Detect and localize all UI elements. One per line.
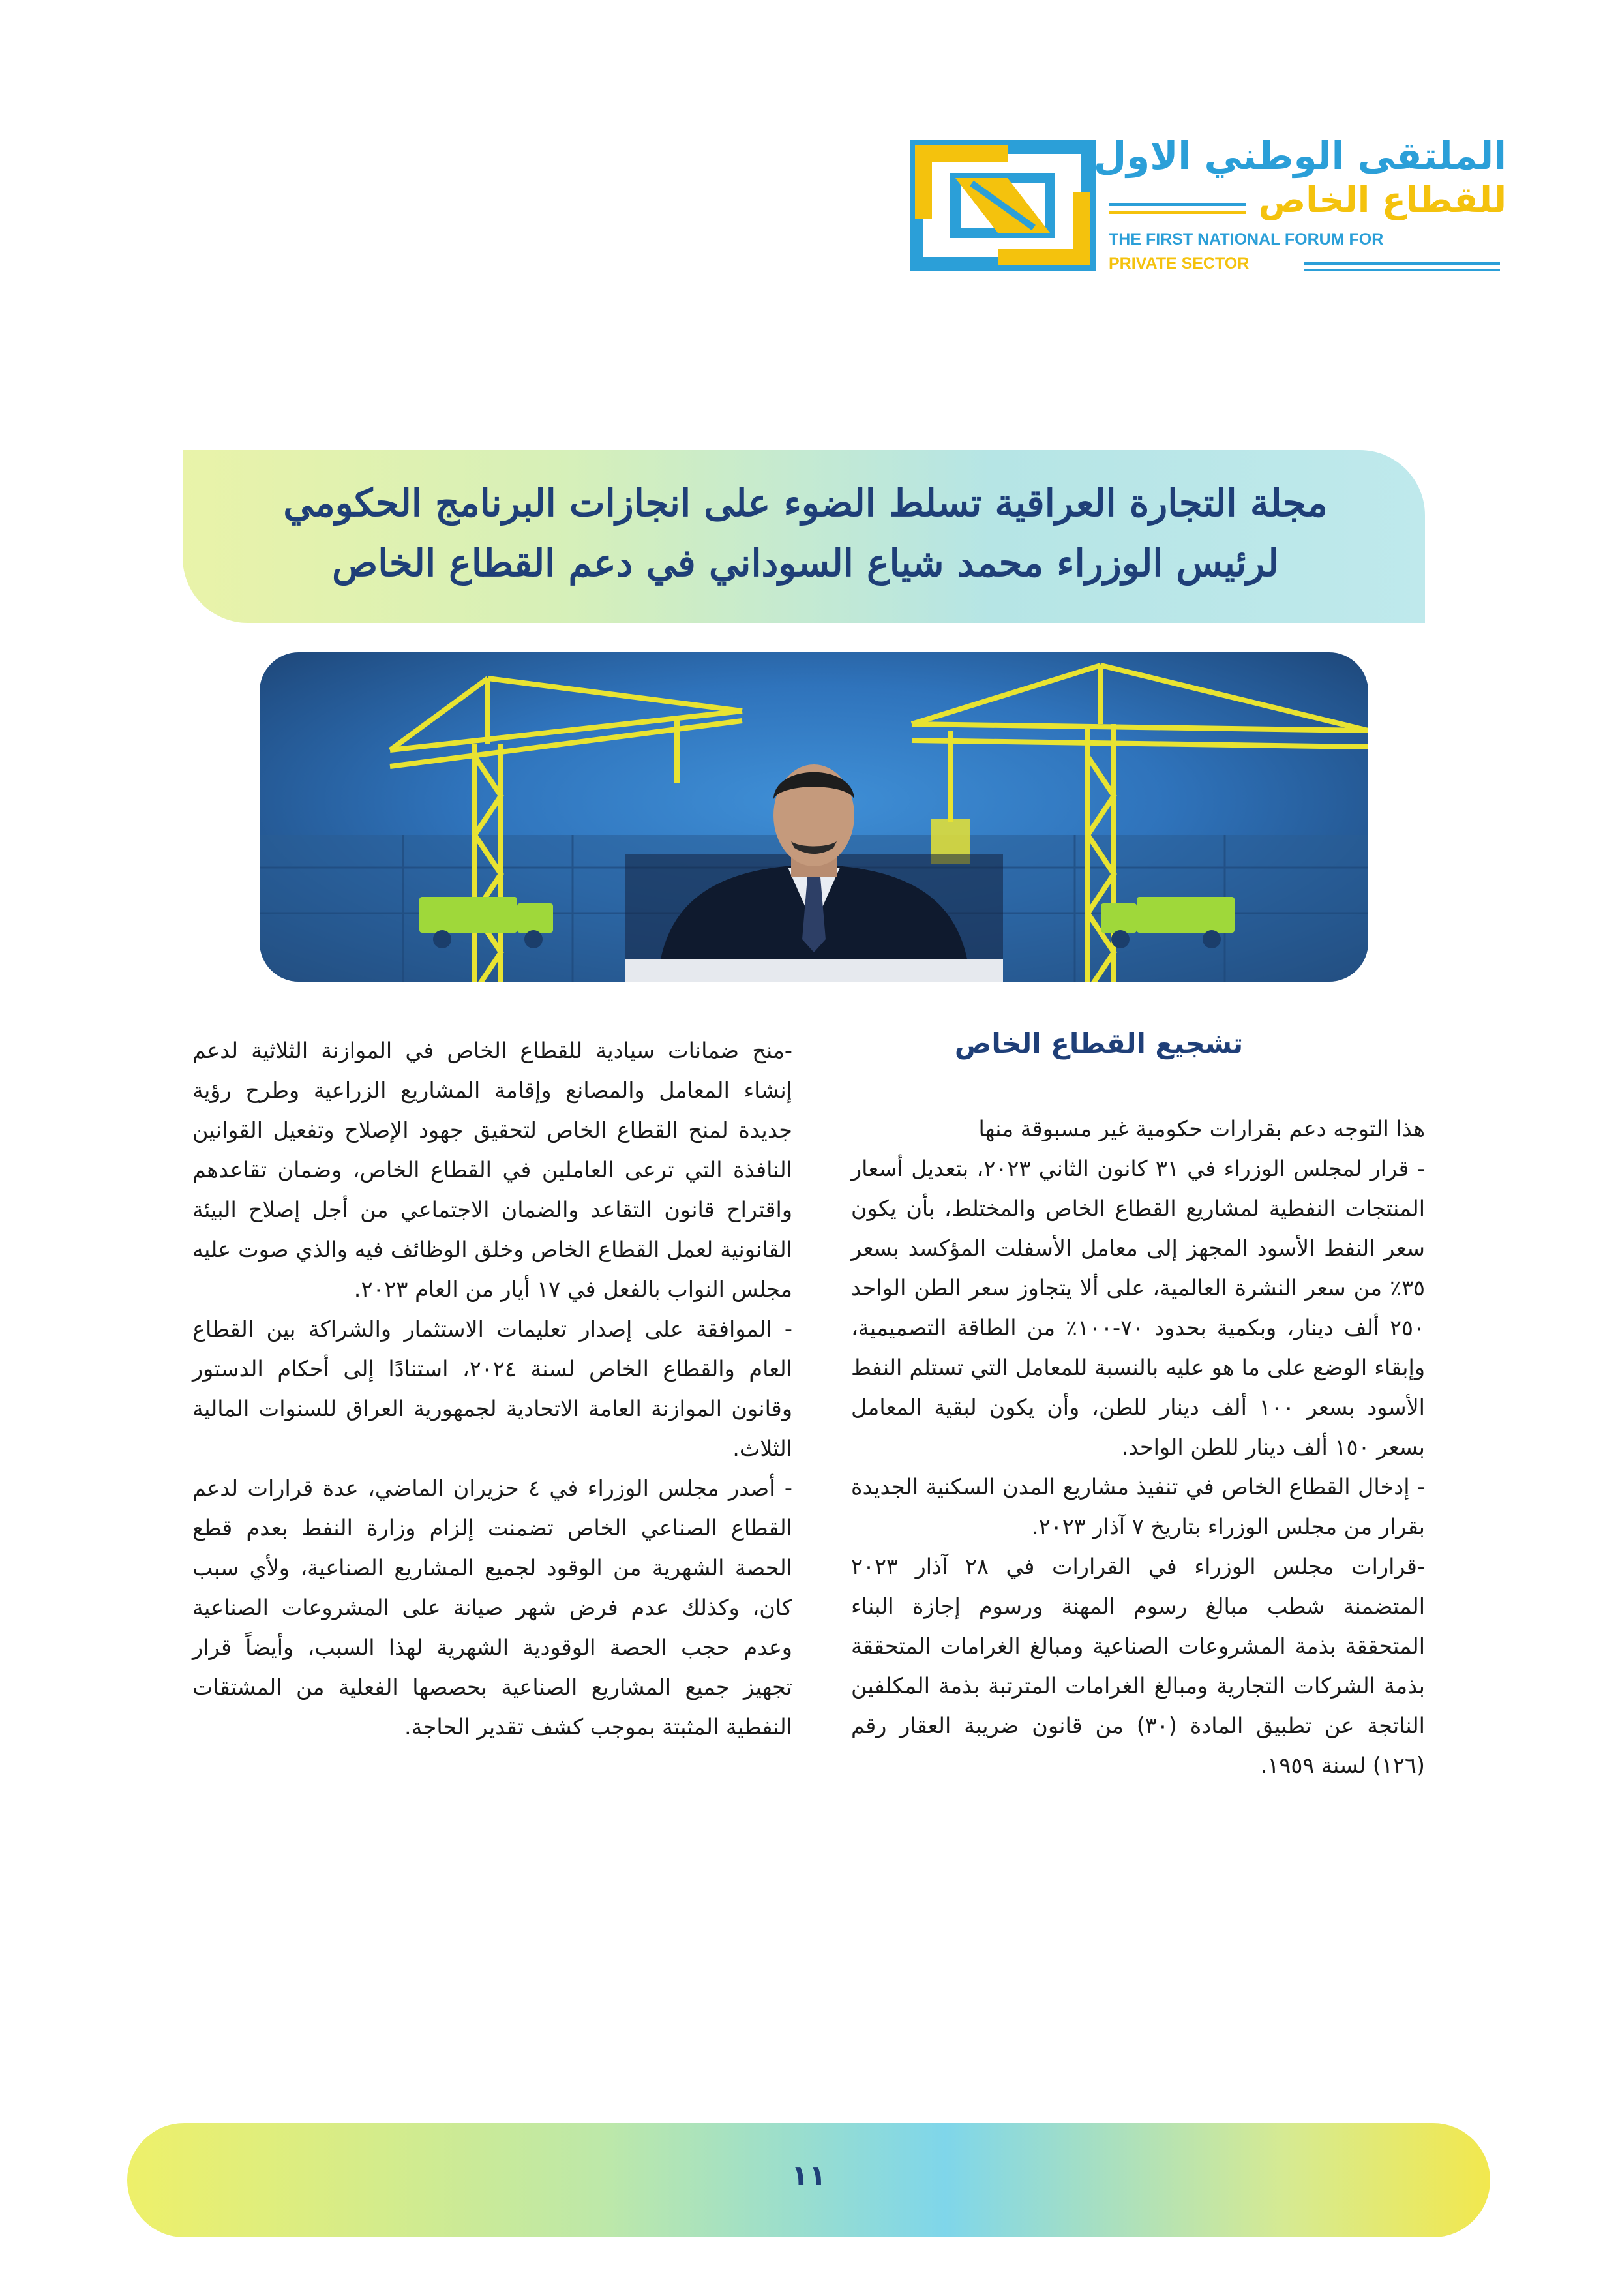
paragraph: - قرار لمجلس الوزراء في ٣١ كانون الثاني ٢٠٢٣، بتعديل أسعار المنتجات النفطية لمشاريع القطاع الخاص والمختلط، بأن يكون سعر النفط الأسود المجهز إلى معامل الأسفلت المؤكسد بسعر ٣٥٪ من سعر النشرة العالمية، على ألا يتجاوز سعر الطن الواحد ٢٥٠ ألف دينار، وبكمية بحدود ٧٠-١٠٠٪ من الطاقة التصميمية، وإبقاء الوضع على ما هو عليه بالنسبة للمعامل التي تستلم النفط الأسود بسعر ١٠٠ ألف دينار للطن، وأن يكون لبقية المعامل بسعر ١٥٠ ألف دينار للطن الواحد. [851,1156,1426,1460]
paragraph: هذا التوجه دعم بقرارات حكومية غير مسبوقة منها [978,1116,1425,1141]
article-photo [260,652,1368,982]
article-title [225,473,1386,593]
logo-rule [1304,269,1500,271]
title-banner [183,450,1425,623]
construction-illustration [260,652,1368,982]
forum-logo [910,134,1542,284]
logo-english-line1: THE FIRST NATIONAL FORUM FOR [1109,230,1384,249]
paragraph: -قرارات مجلس الوزراء في القرارات في ٢٨ آذار ٢٠٢٣ المتضمنة شطب مبالغ رسوم المهنة ورسوم إجازة البناء المتحققة بذمة المشروعات الصناعية ومبالغ الغرامات المتحققة بذمة الشركات التجارية ومبالغ الغرامات المترتبة بذمة المكلفين الناتجة عن تطبيق المادة (٣٠) من قانون ضريبة العقار رقم (١٢٦) لسنة ١٩٥٩. [851,1554,1425,1778]
forum-logo-icon [910,140,1096,271]
footer-bar [127,2123,1490,2237]
left-text-column [192,1031,792,1747]
logo-rule [1109,203,1246,206]
article-title-line1: مجلة التجارة العراقية تسلط الضوء على انجازات البرنامج الحكومي [283,481,1328,525]
paragraph: - الموافقة على إصدار تعليمات الاستثمار والشراكة بين القطاع العام والقطاع الخاص لسنة ٢٠٢٤، استنادًا إلى أحكام الدستور وقانون الموازنة العامة الاتحادية لجمهورية العراق للسنوات المالية الثلاث. [192,1316,792,1461]
paragraph: - إدخال القطاع الخاص في تنفيذ مشاريع المدن السكنية الجديدة بقرار من مجلس الوزراء بتاريخ ٧ آذار ٢٠٢٣. [851,1474,1425,1539]
logo-arabic-title: الملتقى الوطني الاول [1093,134,1506,178]
logo-arabic-subtitle: للقطاع الخاص [1258,179,1506,220]
paragraph: - أصدر مجلس الوزراء في ٤ حزيران الماضي، عدة قرارات لدعم القطاع الصناعي الخاص تضمنت إلزام وزارة النفط بعدم قطع الحصة الشهرية من الوقود لجميع المشاريع الصناعية، ولأي سبب كان، وكذلك عدم فرض شهر صيانة على المشروعات الصناعية وعدم حجب الحصة الوقودية الشهرية لهذا السبب، وأيضاً قرار تجهيز جميع المشاريع الصناعية بحصصها الفعلية من المشتقات النفطية المثبتة بموجب كشف تقدير الحاجة. [192,1475,792,1740]
section-heading: تشجيع القطاع الخاص [954,1027,1244,1059]
paragraph: -منح ضمانات سيادية للقطاع الخاص في الموازنة الثلاثية لدعم إنشاء المعامل والمصانع وإقامة المشاريع الزراعية وطرح رؤية جديدة لمنح القطاع الخاص لتحقيق جهود الإصلاح وتفعيل القوانين النافذة التي ترعى العاملين في القطاع الخاص، وضمان تقاعدهم واقتراح قانون التقاعد والضمان الاجتماعي من أجل إصلاح البيئة القانونية لعمل القطاع الخاص وخلق الوظائف فيه والذي صوت عليه مجلس النواب بالفعل في ١٧ أيار من العام ٢٠٢٣. [192,1038,792,1302]
article-title-line2: لرئيس الوزراء محمد شياع السوداني في دعم القطاع الخاص [332,541,1279,585]
page-number: ١١ [791,2159,826,2192]
logo-rule [1109,211,1246,214]
right-text-column [851,1109,1425,1785]
logo-rule [1304,262,1500,265]
logo-english-line2: PRIVATE SECTOR [1109,254,1250,273]
